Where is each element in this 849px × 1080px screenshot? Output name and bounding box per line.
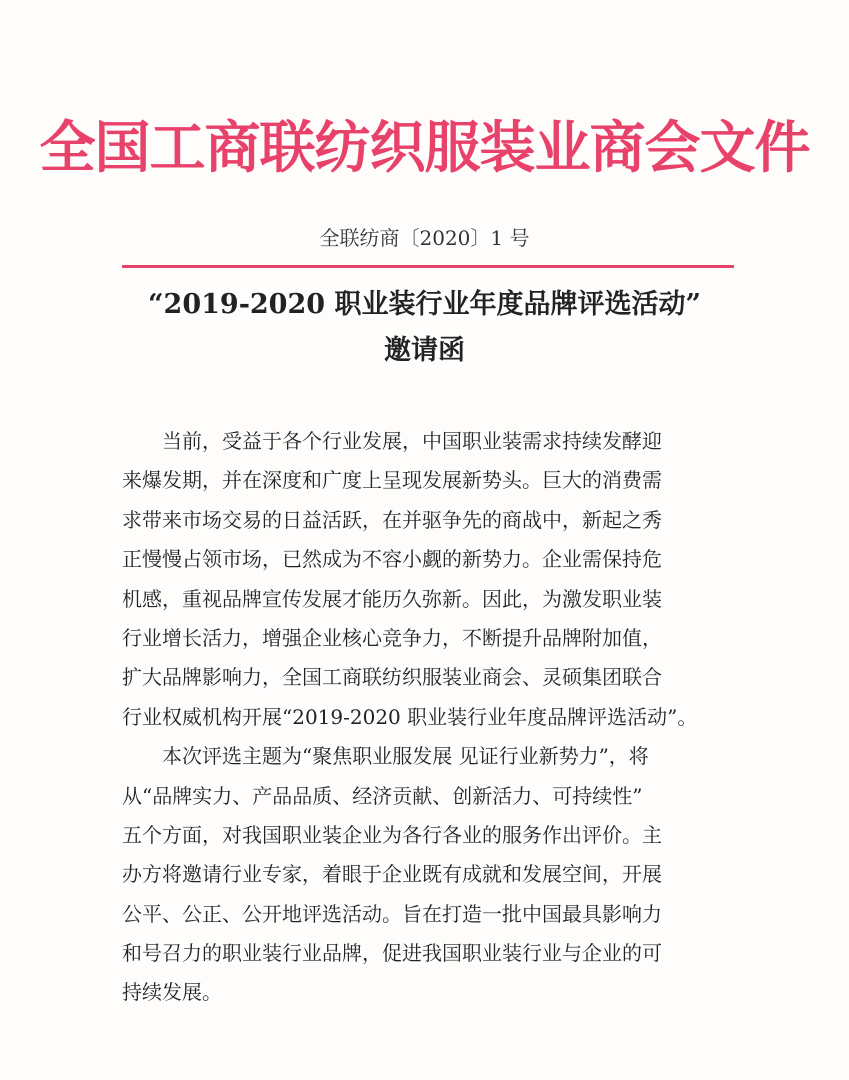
title-line-2: 邀请函 (384, 335, 465, 366)
body-line: 求带来市场交易的日益活跃，在并驱争先的商战中，新起之秀 (122, 507, 662, 532)
body-text (122, 422, 742, 1013)
body-line: 机感，重视品牌宣传发展才能历久弥新。因此，为激发职业装 (122, 586, 662, 611)
body-line: 办方将邀请行业专家，着眼于企业既有成就和发展空间，开展 (122, 862, 662, 887)
body-line: 行业权威机构开展“2019-2020 职业装行业年度品牌评选活动”。 (122, 704, 698, 729)
body-line: 行业增长活力，增强企业核心竞争力，不断提升品牌附加值， (122, 625, 662, 650)
org-header-title: 全国工商联纺织服装业商会文件 (39, 116, 810, 181)
header-divider (122, 265, 734, 268)
body-line: 扩大品牌影响力，全国工商联纺织服装业商会、灵硕集团联合 (122, 665, 662, 690)
body-line: 公平、公正、公开地评选活动。旨在打造一批中国最具影响力 (122, 901, 662, 926)
document-title (0, 282, 849, 374)
body-line: 和号召力的职业装行业品牌，促进我国职业装行业与企业的可 (122, 941, 662, 966)
body-line: 当前，受益于各个行业发展，中国职业装需求持续发酵迎 (162, 429, 662, 453)
body-line: 本次评选主题为“聚焦职业服发展 见证行业新势力”，将 (162, 744, 649, 769)
body-line: 从“品牌实力、产品品质、经济贡献、创新活力、可持续性” (122, 783, 643, 808)
body-line: 正慢慢占领市场，已然成为不容小觑的新势力。企业需保持危 (122, 547, 662, 572)
body-line: 五个方面，对我国职业装企业为各行各业的服务作出评价。主 (122, 822, 662, 847)
body-line: 来爆发期，并在深度和广度上呈现发展新势头。巨大的消费需 (122, 468, 662, 493)
title-line-1: “2019-2020 职业装行业年度品牌评选活动” (148, 289, 701, 320)
document-number: 全联纺商〔2020〕1 号 (319, 226, 530, 250)
body-line: 持续发展。 (122, 980, 222, 1005)
